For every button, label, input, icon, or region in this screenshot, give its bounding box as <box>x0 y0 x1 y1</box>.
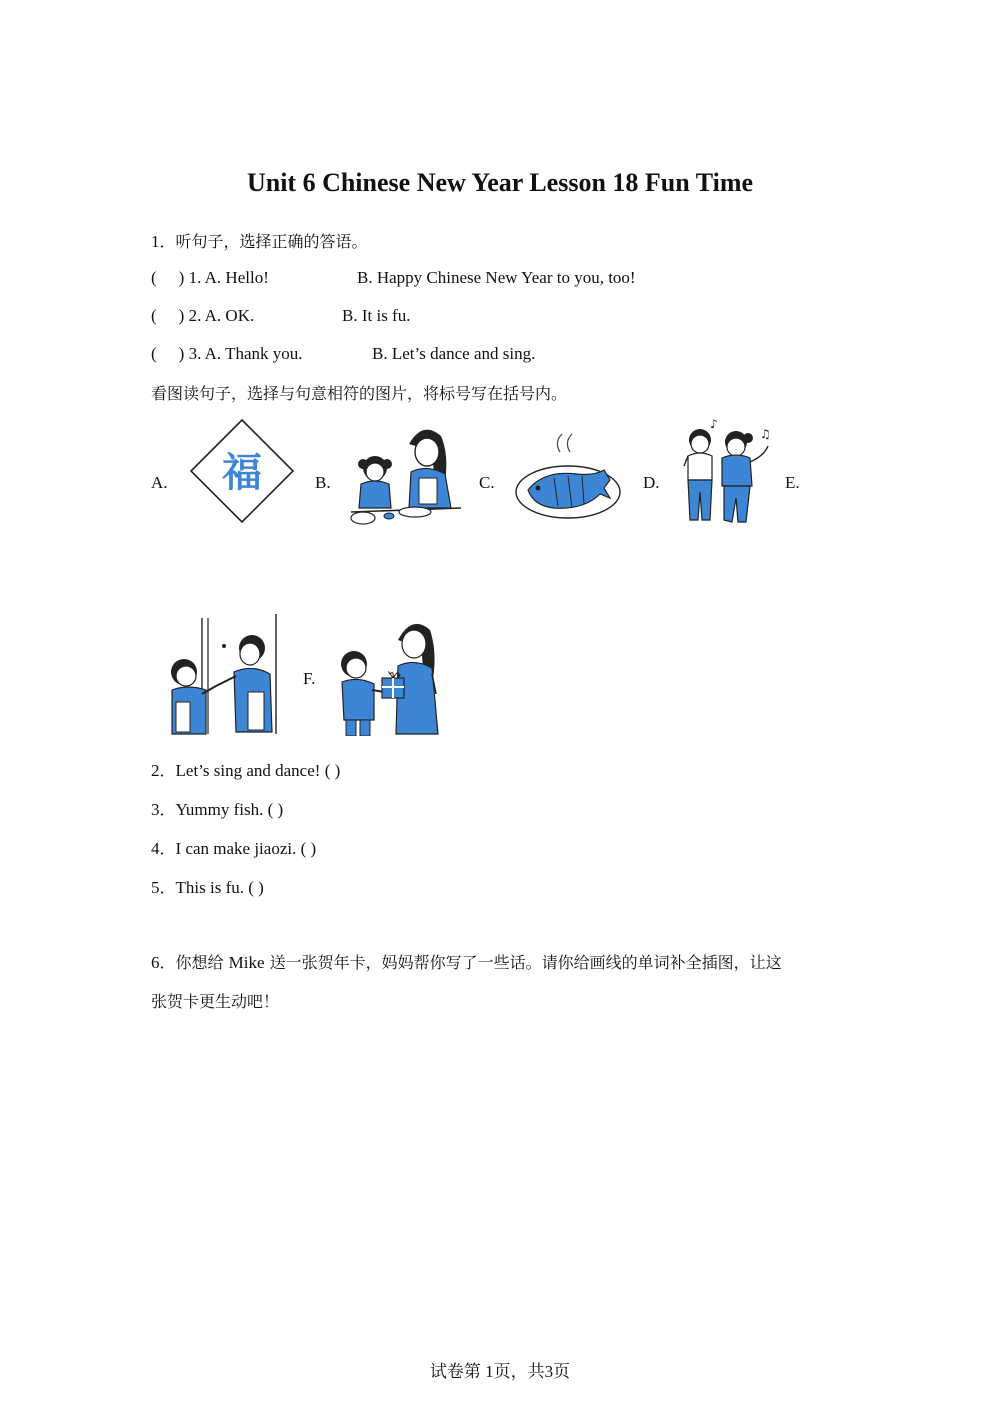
making-jiaozi-image <box>349 420 463 528</box>
question-text: Yummy fish. ( ) <box>175 800 284 819</box>
sing-dance-image <box>678 416 774 528</box>
answer-paren-open: ( <box>151 344 157 363</box>
q1-instruction-text: 听句子，选择正确的答语。 <box>175 232 368 251</box>
question-6-line-1: 6．你想给 Mike 送一张贺年卡，妈妈帮你写了一些话。请你给画线的单词补全插图，让这 <box>151 953 782 972</box>
q6-name: Mike <box>228 953 265 972</box>
picture-label-b: B. <box>315 473 331 492</box>
page-title: Unit 6 Chinese New Year Lesson 18 Fun Time <box>246 168 754 197</box>
visiting-door-image <box>166 614 282 736</box>
q6-text-b: 送一张贺年卡，妈妈帮你写了一些话。请你给画线的单词补全插图，让这 <box>264 953 782 972</box>
answer-paren-open: ( <box>151 306 157 325</box>
picture-label-d: D. <box>643 473 660 492</box>
picture-instruction: 看图读句子，选择与句意相符的图片，将标号写在括号内。 <box>151 384 568 403</box>
fu-character: 福 <box>222 450 262 496</box>
question-5: 5．This is fu. ( ) <box>151 878 264 897</box>
q1-item-1-option-b: B. Happy Chinese New Year to you, too! <box>357 268 636 287</box>
picture-label-a: A. <box>151 473 168 492</box>
fu-diamond-image <box>188 418 296 524</box>
q1-item-2 <box>151 306 254 326</box>
question-2: 2．Let’s sing and dance! ( ) <box>151 761 341 780</box>
item-number: 1. <box>188 268 202 287</box>
option-a: A. OK. <box>204 306 255 325</box>
picture-label-c: C. <box>479 473 495 492</box>
question-text: Let’s sing and dance! ( ) <box>175 761 341 780</box>
option-a: A. Hello! <box>204 268 269 287</box>
answer-paren-close: ) <box>178 344 185 363</box>
question-number: 6 <box>151 953 160 972</box>
question-text: I can make jiaozi. ( ) <box>175 839 317 858</box>
answer-paren-close: ) <box>178 306 185 325</box>
question-text: This is fu. ( ) <box>175 878 264 897</box>
q1-number: 1 <box>151 232 160 251</box>
option-a: A. Thank you. <box>204 344 303 363</box>
question-3: 3．Yummy fish. ( ) <box>151 800 284 819</box>
question-4: 4．I can make jiaozi. ( ) <box>151 839 317 858</box>
question-number: 5 <box>151 878 160 897</box>
q1-item-2-option-b: B. It is fu. <box>342 306 411 325</box>
answer-paren-close: ) <box>178 268 185 287</box>
q1-instruction: 1．听句子，选择正确的答语。 <box>151 232 368 251</box>
picture-label-f: F. <box>303 669 316 688</box>
q6-text-a: 你想给 <box>175 953 229 972</box>
svg-text:♫: ♫ <box>760 427 771 441</box>
question-6-line-2: 张贺卡更生动吧！ <box>151 992 280 1011</box>
q1-item-1 <box>151 268 269 288</box>
giving-gift-image <box>334 614 442 736</box>
q1-item-3 <box>151 344 303 364</box>
question-number: 3 <box>151 800 160 819</box>
page-footer: 试卷第 1页，共3页 <box>429 1362 571 1381</box>
question-number: 2 <box>151 761 160 780</box>
picture-label-e: E. <box>785 473 800 492</box>
fish-plate-image <box>514 430 622 522</box>
svg-text:♪: ♪ <box>710 417 718 431</box>
q1-item-3-option-b: B. Let’s dance and sing. <box>372 344 536 363</box>
item-number: 2. <box>188 306 202 325</box>
item-number: 3. <box>188 344 202 363</box>
question-number: 4 <box>151 839 160 858</box>
answer-paren-open: ( <box>151 268 157 287</box>
